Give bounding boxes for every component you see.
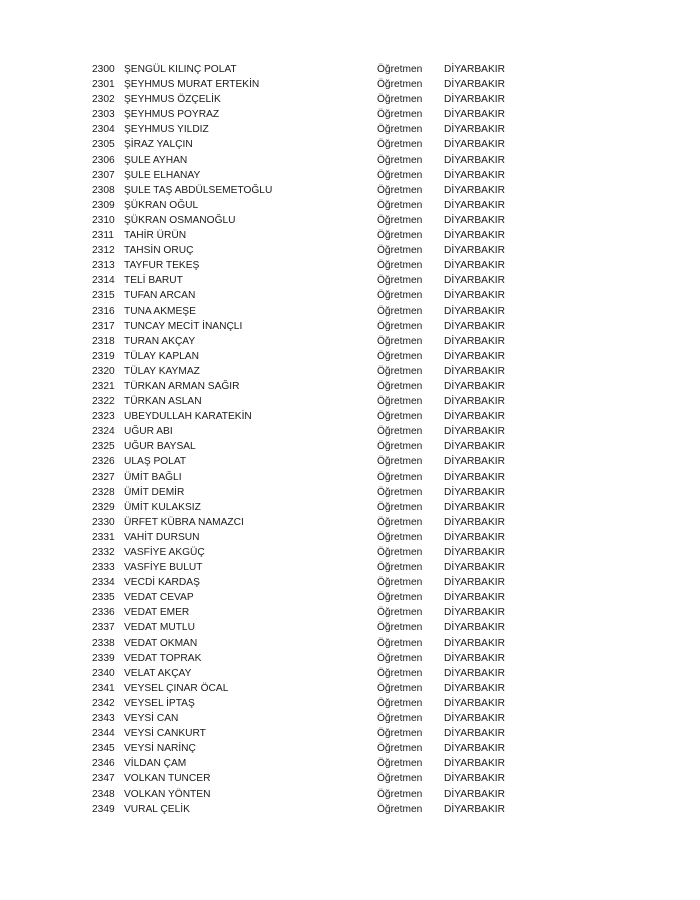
row-number: 2304 <box>92 124 115 136</box>
person-city: DİYARBAKIR <box>444 637 505 649</box>
row-number: 2313 <box>92 260 115 272</box>
person-role: Öğretmen <box>377 713 423 725</box>
person-city: DİYARBAKIR <box>444 758 505 770</box>
row-number: 2339 <box>92 652 115 664</box>
person-city: DİYARBAKIR <box>444 305 505 317</box>
list-item <box>92 258 512 273</box>
person-name: ŞÜKRAN OĞUL <box>124 199 199 211</box>
person-city: DİYARBAKIR <box>444 516 505 528</box>
list-item <box>92 666 512 681</box>
person-city: DİYARBAKIR <box>444 396 505 408</box>
row-number: 2320 <box>92 365 115 377</box>
list-item <box>92 92 512 107</box>
list-item <box>92 107 512 122</box>
person-role: Öğretmen <box>377 456 423 468</box>
list-item <box>92 454 512 469</box>
list-item <box>92 575 512 590</box>
person-city: DİYARBAKIR <box>444 773 505 785</box>
person-city: DİYARBAKIR <box>444 335 505 347</box>
list-item <box>92 319 512 334</box>
person-city: DİYARBAKIR <box>444 803 505 815</box>
person-role: Öğretmen <box>377 320 423 332</box>
person-name: ŞULE AYHAN <box>124 154 188 166</box>
person-name: ÜMİT BAĞLI <box>124 471 182 483</box>
row-number: 2314 <box>92 275 115 287</box>
person-role: Öğretmen <box>377 411 423 423</box>
person-role: Öğretmen <box>377 592 423 604</box>
row-number: 2331 <box>92 531 115 543</box>
person-name: TÜLAY KAPLAN <box>124 350 199 362</box>
person-role: Öğretmen <box>377 637 423 649</box>
person-name: ŞENGÜL KILINÇ POLAT <box>124 64 237 75</box>
list-item <box>92 288 512 303</box>
person-name: TAHİR ÜRÜN <box>124 230 187 242</box>
row-number: 2321 <box>92 380 115 392</box>
person-city: DİYARBAKIR <box>444 471 505 483</box>
person-city: DİYARBAKIR <box>444 245 505 257</box>
list-item <box>92 605 512 620</box>
person-role: Öğretmen <box>377 441 423 453</box>
row-number: 2348 <box>92 788 115 800</box>
person-city: DİYARBAKIR <box>444 441 505 453</box>
row-number: 2347 <box>92 773 115 785</box>
person-city: DİYARBAKIR <box>444 456 505 468</box>
list-item <box>92 470 512 485</box>
person-city: DİYARBAKIR <box>444 124 505 136</box>
person-role: Öğretmen <box>377 682 423 694</box>
list-item <box>92 771 512 786</box>
person-role: Öğretmen <box>377 335 423 347</box>
row-number: 2317 <box>92 320 115 332</box>
person-city: DİYARBAKIR <box>444 350 505 362</box>
person-city: DİYARBAKIR <box>444 486 505 498</box>
person-role: Öğretmen <box>377 471 423 483</box>
list-item <box>92 349 512 364</box>
person-role: Öğretmen <box>377 743 423 755</box>
person-role: Öğretmen <box>377 94 423 106</box>
person-city: DİYARBAKIR <box>444 290 505 302</box>
person-role: Öğretmen <box>377 79 423 91</box>
person-name: VEDAT TOPRAK <box>124 652 202 664</box>
person-name: ŞEYHMUS YILDIZ <box>124 124 209 136</box>
person-city: DİYARBAKIR <box>444 728 505 740</box>
teacher-list <box>92 62 512 817</box>
person-role: Öğretmen <box>377 109 423 121</box>
row-number: 2325 <box>92 441 115 453</box>
person-name: UBEYDULLAH KARATEKİN <box>124 411 252 423</box>
person-city: DİYARBAKIR <box>444 743 505 755</box>
person-role: Öğretmen <box>377 607 423 619</box>
list-item <box>92 77 512 92</box>
person-city: DİYARBAKIR <box>444 154 505 166</box>
row-number: 2336 <box>92 607 115 619</box>
person-name: ŞEYHMUS ÖZÇELİK <box>124 94 221 106</box>
row-number: 2342 <box>92 697 115 709</box>
person-name: VASFİYE BULUT <box>124 562 203 574</box>
person-role: Öğretmen <box>377 64 423 75</box>
person-city: DİYARBAKIR <box>444 94 505 106</box>
person-name: VEDAT EMER <box>124 607 190 619</box>
person-role: Öğretmen <box>377 260 423 272</box>
person-city: DİYARBAKIR <box>444 64 505 75</box>
person-city: DİYARBAKIR <box>444 365 505 377</box>
list-item <box>92 379 512 394</box>
person-name: ULAŞ POLAT <box>124 456 187 468</box>
person-name: ÜMİT KULAKSIZ <box>124 501 201 513</box>
row-number: 2322 <box>92 396 115 408</box>
person-role: Öğretmen <box>377 652 423 664</box>
list-item <box>92 590 512 605</box>
person-name: ÜMİT DEMİR <box>124 486 185 498</box>
list-item <box>92 711 512 726</box>
person-name: VEYSİ NARİNÇ <box>124 743 196 755</box>
person-city: DİYARBAKIR <box>444 682 505 694</box>
person-name: VOLKAN TUNCER <box>124 773 211 785</box>
row-number: 2307 <box>92 169 115 181</box>
person-city: DİYARBAKIR <box>444 652 505 664</box>
person-city: DİYARBAKIR <box>444 380 505 392</box>
person-name: VEDAT CEVAP <box>124 592 194 604</box>
person-name: ŞULE ELHANAY <box>124 169 201 181</box>
row-number: 2333 <box>92 562 115 574</box>
list-item <box>92 394 512 409</box>
person-role: Öğretmen <box>377 275 423 287</box>
person-role: Öğretmen <box>377 577 423 589</box>
row-number: 2316 <box>92 305 115 317</box>
person-city: DİYARBAKIR <box>444 214 505 226</box>
list-item <box>92 741 512 756</box>
person-name: TELİ BARUT <box>124 275 183 287</box>
person-role: Öğretmen <box>377 728 423 740</box>
person-role: Öğretmen <box>377 773 423 785</box>
person-city: DİYARBAKIR <box>444 788 505 800</box>
list-item <box>92 651 512 666</box>
person-name: VEYSİ CAN <box>124 713 179 725</box>
person-name: TAYFUR TEKEŞ <box>124 260 200 272</box>
person-name: VEDAT MUTLU <box>124 622 195 634</box>
list-item <box>92 243 512 258</box>
row-number: 2302 <box>92 94 115 106</box>
row-number: 2337 <box>92 622 115 634</box>
person-city: DİYARBAKIR <box>444 622 505 634</box>
person-name: VEYSEL ÇINAR ÖCAL <box>124 682 229 694</box>
row-number: 2312 <box>92 245 115 257</box>
person-name: VOLKAN YÖNTEN <box>124 788 211 800</box>
person-name: ŞULE TAŞ ABDÜLSEMETOĞLU <box>124 184 273 196</box>
list-item <box>92 122 512 137</box>
person-name: TUFAN ARCAN <box>124 290 196 302</box>
person-role: Öğretmen <box>377 426 423 438</box>
person-name: TÜRKAN ARMAN SAĞIR <box>124 380 240 392</box>
list-item <box>92 560 512 575</box>
list-item <box>92 273 512 288</box>
row-number: 2334 <box>92 577 115 589</box>
person-city: DİYARBAKIR <box>444 501 505 513</box>
row-number: 2306 <box>92 154 115 166</box>
person-city: DİYARBAKIR <box>444 697 505 709</box>
list-item <box>92 334 512 349</box>
person-name: VELAT AKÇAY <box>124 667 192 679</box>
person-name: TURAN AKÇAY <box>124 335 196 347</box>
list-item <box>92 515 512 530</box>
person-name: TUNA AKMEŞE <box>124 305 196 317</box>
list-item <box>92 304 512 319</box>
person-name: VAHİT DURSUN <box>124 531 200 543</box>
person-name: VİLDAN ÇAM <box>124 758 187 770</box>
person-role: Öğretmen <box>377 486 423 498</box>
person-role: Öğretmen <box>377 305 423 317</box>
row-number: 2315 <box>92 290 115 302</box>
person-role: Öğretmen <box>377 562 423 574</box>
person-role: Öğretmen <box>377 290 423 302</box>
person-name: VURAL ÇELİK <box>124 803 190 815</box>
row-number: 2332 <box>92 547 115 558</box>
row-number: 2324 <box>92 426 115 438</box>
row-number: 2329 <box>92 501 115 513</box>
row-number: 2300 <box>92 64 115 75</box>
person-role: Öğretmen <box>377 350 423 362</box>
list-item <box>92 681 512 696</box>
row-number: 2305 <box>92 139 115 151</box>
person-role: Öğretmen <box>377 199 423 211</box>
row-number: 2349 <box>92 803 115 815</box>
row-number: 2327 <box>92 471 115 483</box>
row-number: 2310 <box>92 214 115 226</box>
person-role: Öğretmen <box>377 380 423 392</box>
person-city: DİYARBAKIR <box>444 320 505 332</box>
person-name: TAHSİN ORUÇ <box>124 245 194 257</box>
row-number: 2346 <box>92 758 115 770</box>
person-city: DİYARBAKIR <box>444 667 505 679</box>
list-item <box>92 439 512 454</box>
person-role: Öğretmen <box>377 758 423 770</box>
row-number: 2335 <box>92 592 115 604</box>
person-city: DİYARBAKIR <box>444 607 505 619</box>
row-number: 2319 <box>92 350 115 362</box>
person-role: Öğretmen <box>377 803 423 815</box>
list-item <box>92 137 512 152</box>
row-number: 2326 <box>92 456 115 468</box>
person-role: Öğretmen <box>377 531 423 543</box>
person-role: Öğretmen <box>377 245 423 257</box>
person-city: DİYARBAKIR <box>444 169 505 181</box>
row-number: 2303 <box>92 109 115 121</box>
person-name: UĞUR ABI <box>124 426 173 438</box>
person-city: DİYARBAKIR <box>444 547 505 558</box>
person-city: DİYARBAKIR <box>444 79 505 91</box>
person-city: DİYARBAKIR <box>444 260 505 272</box>
row-number: 2340 <box>92 667 115 679</box>
list-item <box>92 802 512 817</box>
person-city: DİYARBAKIR <box>444 531 505 543</box>
list-item <box>92 726 512 741</box>
person-city: DİYARBAKIR <box>444 426 505 438</box>
list-item <box>92 424 512 439</box>
person-name: VEYSEL İPTAŞ <box>124 697 195 709</box>
person-name: VECDİ KARDAŞ <box>124 577 200 589</box>
person-city: DİYARBAKIR <box>444 184 505 196</box>
person-name: TÜLAY KAYMAZ <box>124 365 200 377</box>
person-role: Öğretmen <box>377 501 423 513</box>
list-item <box>92 213 512 228</box>
list-item <box>92 620 512 635</box>
list-item <box>92 545 512 560</box>
person-role: Öğretmen <box>377 697 423 709</box>
person-role: Öğretmen <box>377 365 423 377</box>
list-item <box>92 787 512 802</box>
person-role: Öğretmen <box>377 622 423 634</box>
person-name: ŞÜKRAN OSMANOĞLU <box>124 214 236 226</box>
row-number: 2330 <box>92 516 115 528</box>
row-number: 2338 <box>92 637 115 649</box>
person-name: ŞİRAZ YALÇIN <box>124 139 193 151</box>
person-name: ŞEYHMUS MURAT ERTEKİN <box>124 79 260 91</box>
person-name: VEDAT OKMAN <box>124 637 198 649</box>
row-number: 2308 <box>92 184 115 196</box>
person-role: Öğretmen <box>377 667 423 679</box>
person-city: DİYARBAKIR <box>444 411 505 423</box>
person-name: ŞEYHMUS POYRAZ <box>124 109 220 121</box>
row-number: 2301 <box>92 79 115 91</box>
person-role: Öğretmen <box>377 396 423 408</box>
row-number: 2318 <box>92 335 115 347</box>
person-name: VASFİYE AKGÜÇ <box>124 547 205 558</box>
list-item <box>92 228 512 243</box>
person-name: ÜRFET KÜBRA NAMAZCI <box>124 516 244 528</box>
row-number: 2309 <box>92 199 115 211</box>
person-role: Öğretmen <box>377 214 423 226</box>
list-item <box>92 530 512 545</box>
person-city: DİYARBAKIR <box>444 713 505 725</box>
person-city: DİYARBAKIR <box>444 562 505 574</box>
list-item <box>92 62 512 77</box>
row-number: 2311 <box>92 230 114 242</box>
person-city: DİYARBAKIR <box>444 230 505 242</box>
row-number: 2323 <box>92 411 115 423</box>
person-city: DİYARBAKIR <box>444 577 505 589</box>
list-item <box>92 485 512 500</box>
list-item <box>92 636 512 651</box>
list-item <box>92 409 512 424</box>
list-item <box>92 183 512 198</box>
person-role: Öğretmen <box>377 169 423 181</box>
row-number: 2328 <box>92 486 115 498</box>
list-item <box>92 756 512 771</box>
list-item <box>92 364 512 379</box>
person-city: DİYARBAKIR <box>444 592 505 604</box>
person-name: TÜRKAN ASLAN <box>124 396 202 408</box>
row-number: 2343 <box>92 713 115 725</box>
person-city: DİYARBAKIR <box>444 275 505 287</box>
person-role: Öğretmen <box>377 154 423 166</box>
person-role: Öğretmen <box>377 139 423 151</box>
row-number: 2341 <box>92 682 115 694</box>
list-item <box>92 500 512 515</box>
person-role: Öğretmen <box>377 230 423 242</box>
person-role: Öğretmen <box>377 124 423 136</box>
person-role: Öğretmen <box>377 516 423 528</box>
person-name: VEYSİ CANKURT <box>124 728 206 740</box>
row-number: 2344 <box>92 728 115 740</box>
list-item <box>92 696 512 711</box>
row-number: 2345 <box>92 743 115 755</box>
list-item <box>92 153 512 168</box>
person-role: Öğretmen <box>377 788 423 800</box>
person-name: TUNCAY MECİT İNANÇLI <box>124 320 243 332</box>
person-role: Öğretmen <box>377 547 423 558</box>
person-city: DİYARBAKIR <box>444 139 505 151</box>
person-role: Öğretmen <box>377 184 423 196</box>
list-item <box>92 198 512 213</box>
person-name: UĞUR BAYSAL <box>124 441 196 453</box>
person-city: DİYARBAKIR <box>444 109 505 121</box>
person-city: DİYARBAKIR <box>444 199 505 211</box>
list-item <box>92 168 512 183</box>
